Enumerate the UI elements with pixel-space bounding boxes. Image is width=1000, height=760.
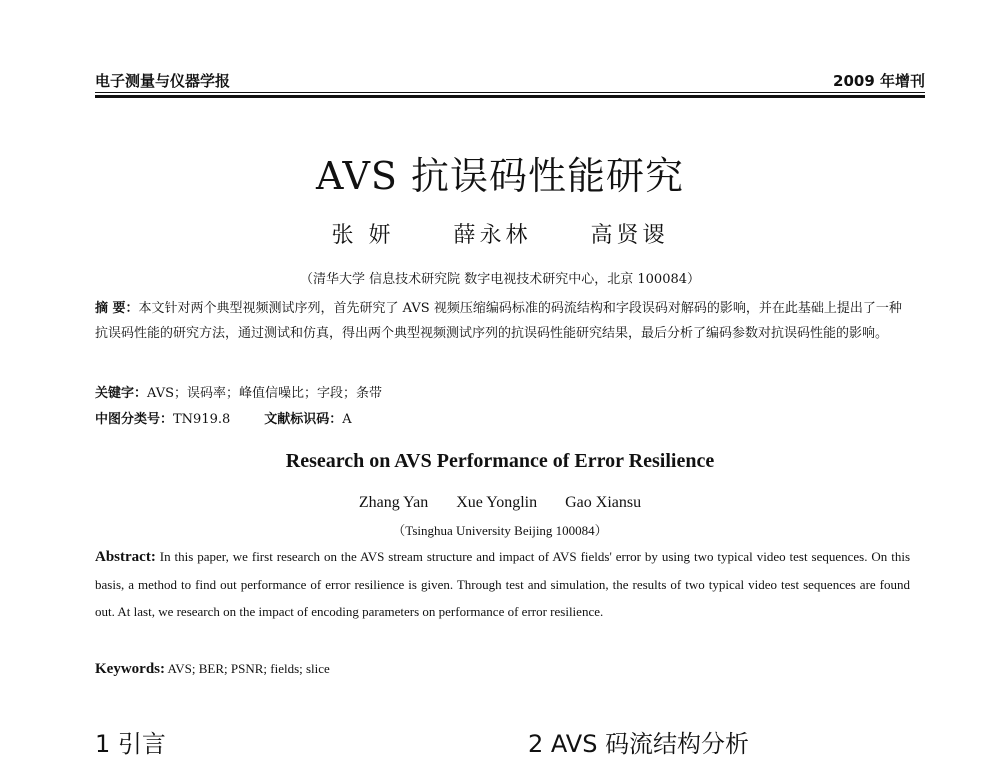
authors-en	[0, 494, 1000, 512]
classification-line	[95, 408, 352, 427]
author-en-1: Zhang Yan	[358, 494, 429, 511]
section-heading-1: 1 引言	[95, 730, 166, 758]
journal-name: 电子测量与仪器学报	[95, 72, 231, 90]
author-zh-3: 高贤谡	[590, 223, 669, 248]
author-en-2: Xue Yonglin	[456, 494, 538, 511]
affiliation-en: （Tsinghua University Beijing 100084）	[392, 523, 608, 538]
abstract-en-text: In this paper, we first research on the AVS stream structure and impact of AVS fields' error by using two typical video test sequences. On this basis, a method to find out performance of error resilience is given. Through test and simulation, the results of two typical video test sequences are found out. At last, we research on the impact of encoding parameters on performance of error resilience.	[95, 549, 910, 619]
issue-label: 2009 年增刊	[833, 72, 925, 90]
keywords-en-label: Keywords:	[95, 661, 165, 677]
keywords-zh-text: AVS；误码率；峰值信噪比；字段；条带	[147, 386, 383, 401]
classification-label: 中图分类号：	[95, 412, 174, 427]
paper-title-zh: AVS 抗误码性能研究	[315, 154, 685, 198]
keywords-en	[95, 661, 330, 678]
abstract-en	[95, 543, 910, 625]
section-heading-2: 2 AVS 码流结构分析	[528, 730, 750, 758]
running-header	[95, 70, 925, 92]
keywords-en-text: AVS; BER; PSNR; fields; slice	[165, 661, 330, 676]
abstract-en-label: Abstract:	[95, 549, 156, 565]
authors-zh	[0, 218, 1000, 249]
author-zh-1: 张 妍	[331, 223, 395, 248]
header-rule-thin	[95, 92, 925, 93]
keywords-zh-label: 关键字：	[95, 386, 148, 401]
abstract-zh-text: 本文针对两个典型视频测试序列，首先研究了 AVS 视频压缩编码标准的码流结构和字段误码对解码的影响，并在此基础上提出了一种抗误码性能的研究方法，通过测试和仿真，得出两个典型视频测试序列的抗误码性能研究结果，最后分析了编码参数对抗误码性能的影响。	[95, 301, 902, 341]
header-rule-thick	[95, 95, 925, 98]
doc-code-value: A	[342, 412, 352, 427]
affiliation-zh: （清华大学 信息技术研究院 数字电视技术研究中心，北京 100084）	[299, 272, 701, 287]
doc-code-label: 文献标识码：	[264, 412, 343, 427]
classification-value: TN919.8	[173, 412, 231, 427]
author-en-3: Gao Xiansu	[565, 494, 642, 511]
author-zh-2: 薛永林	[453, 223, 532, 248]
abstract-zh	[95, 296, 910, 346]
keywords-zh	[95, 382, 382, 401]
paper-title-en: Research on AVS Performance of Error Resilience	[285, 450, 715, 472]
abstract-zh-label: 摘 要：	[95, 301, 139, 316]
